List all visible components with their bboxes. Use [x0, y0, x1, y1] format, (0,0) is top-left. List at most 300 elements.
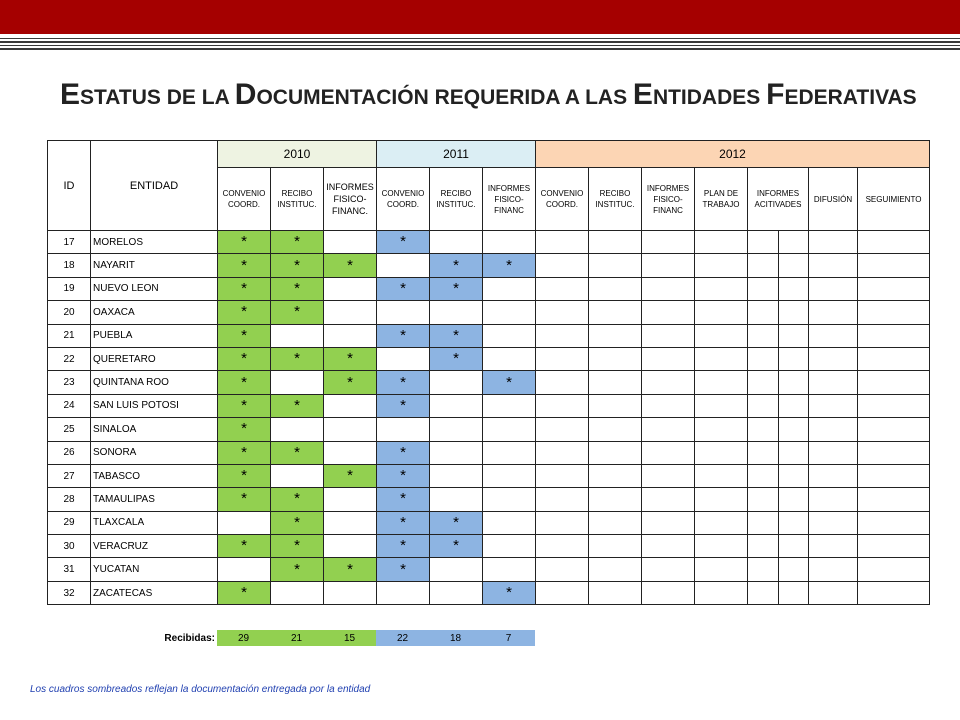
- status-cell: *: [377, 535, 430, 558]
- status-cell: [858, 394, 930, 417]
- status-cell: *: [377, 394, 430, 417]
- footnote: Los cuadros sombreados reflejan la documentación entregada por la entidad: [30, 684, 371, 695]
- row-id: 22: [48, 347, 91, 370]
- status-cell: [483, 464, 536, 487]
- status-cell: [695, 231, 748, 254]
- row-id: 18: [48, 254, 91, 277]
- row-id: 17: [48, 231, 91, 254]
- status-cell: *: [377, 511, 430, 534]
- status-cell: [858, 558, 930, 581]
- year-2012-header: 2012: [536, 141, 930, 168]
- row-id: 26: [48, 441, 91, 464]
- status-cell: [858, 511, 930, 534]
- status-cell: *: [218, 371, 271, 394]
- status-cell: [748, 535, 779, 558]
- status-cell: [809, 254, 858, 277]
- status-cell: [271, 324, 324, 347]
- table-row: [48, 511, 930, 534]
- status-cell: [642, 371, 695, 394]
- table-row: [48, 394, 930, 417]
- status-cell: [324, 441, 377, 464]
- status-cell: *: [324, 347, 377, 370]
- status-cell: [642, 558, 695, 581]
- status-cell: [483, 394, 536, 417]
- row-entity: NUEVO LEON: [91, 277, 218, 300]
- status-cell: *: [324, 254, 377, 277]
- status-table: [47, 140, 930, 605]
- status-cell: [748, 394, 779, 417]
- status-cell: *: [324, 371, 377, 394]
- entity-header: ENTIDAD: [91, 141, 218, 231]
- status-cell: [589, 371, 642, 394]
- status-cell: *: [271, 441, 324, 464]
- status-cell: *: [377, 324, 430, 347]
- total-value: 22: [376, 630, 429, 646]
- status-cell: [779, 394, 809, 417]
- status-cell: [536, 254, 589, 277]
- status-cell: *: [377, 464, 430, 487]
- sub-header: CONVENIO COORD.: [377, 168, 430, 231]
- status-cell: [695, 535, 748, 558]
- status-cell: [536, 418, 589, 441]
- status-cell: *: [430, 347, 483, 370]
- status-cell: *: [324, 464, 377, 487]
- row-entity: TLAXCALA: [91, 511, 218, 534]
- status-cell: *: [377, 441, 430, 464]
- id-header: ID: [48, 141, 91, 231]
- status-cell: [324, 581, 377, 604]
- status-cell: [271, 418, 324, 441]
- status-cell: [536, 394, 589, 417]
- status-cell: [858, 347, 930, 370]
- top-red-bar: [0, 0, 960, 34]
- row-entity: PUEBLA: [91, 324, 218, 347]
- status-cell: [536, 347, 589, 370]
- row-id: 19: [48, 277, 91, 300]
- status-cell: [324, 301, 377, 324]
- status-cell: [271, 464, 324, 487]
- status-cell: *: [218, 441, 271, 464]
- table-row: [48, 324, 930, 347]
- status-cell: [271, 371, 324, 394]
- sub-header: INFORMES FISICO-FINANC: [642, 168, 695, 231]
- status-cell: [809, 464, 858, 487]
- row-entity: QUINTANA ROO: [91, 371, 218, 394]
- status-cell: [536, 558, 589, 581]
- status-cell: *: [271, 535, 324, 558]
- status-cell: [536, 488, 589, 511]
- status-cell: [324, 535, 377, 558]
- status-cell: [589, 231, 642, 254]
- total-value: 15: [323, 630, 376, 646]
- status-cell: [483, 511, 536, 534]
- year-2011-header: 2011: [377, 141, 536, 168]
- status-cell: [483, 441, 536, 464]
- divider-line: [0, 41, 960, 43]
- total-value: 7: [482, 630, 535, 646]
- row-entity: MORELOS: [91, 231, 218, 254]
- status-cell: [779, 301, 809, 324]
- status-cell: *: [430, 535, 483, 558]
- status-cell: *: [271, 488, 324, 511]
- row-entity: TAMAULIPAS: [91, 488, 218, 511]
- status-cell: [483, 231, 536, 254]
- status-cell: [483, 324, 536, 347]
- status-cell: [748, 418, 779, 441]
- status-cell: [324, 394, 377, 417]
- status-cell: [695, 254, 748, 277]
- status-cell: [271, 581, 324, 604]
- status-cell: [430, 231, 483, 254]
- row-id: 20: [48, 301, 91, 324]
- status-cell: [779, 277, 809, 300]
- status-cell: *: [218, 535, 271, 558]
- row-entity: SINALOA: [91, 418, 218, 441]
- row-id: 28: [48, 488, 91, 511]
- status-cell: *: [271, 301, 324, 324]
- status-cell: *: [218, 464, 271, 487]
- status-cell: [589, 418, 642, 441]
- status-cell: [642, 535, 695, 558]
- status-cell: [642, 511, 695, 534]
- status-cell: [748, 301, 779, 324]
- status-cell: [642, 394, 695, 417]
- status-cell: *: [377, 371, 430, 394]
- row-id: 30: [48, 535, 91, 558]
- status-cell: [589, 347, 642, 370]
- status-cell: [483, 301, 536, 324]
- status-cell: [858, 488, 930, 511]
- row-id: 25: [48, 418, 91, 441]
- status-cell: *: [218, 231, 271, 254]
- status-cell: [483, 277, 536, 300]
- status-cell: [809, 324, 858, 347]
- status-cell: [589, 488, 642, 511]
- table-row: [48, 231, 930, 254]
- status-cell: [695, 347, 748, 370]
- status-cell: [809, 394, 858, 417]
- table-row: [48, 581, 930, 604]
- status-cell: [642, 581, 695, 604]
- status-cell: [779, 324, 809, 347]
- status-cell: *: [271, 347, 324, 370]
- status-cell: *: [271, 231, 324, 254]
- status-cell: [324, 418, 377, 441]
- status-cell: [642, 231, 695, 254]
- divider-line: [0, 48, 960, 50]
- status-cell: [779, 511, 809, 534]
- status-cell: [779, 535, 809, 558]
- status-cell: [748, 558, 779, 581]
- status-cell: [536, 581, 589, 604]
- status-cell: *: [271, 511, 324, 534]
- status-cell: [536, 231, 589, 254]
- status-cell: [589, 324, 642, 347]
- status-cell: [695, 371, 748, 394]
- status-cell: [642, 301, 695, 324]
- status-cell: *: [218, 254, 271, 277]
- row-entity: SAN LUIS POTOSI: [91, 394, 218, 417]
- status-cell: [430, 394, 483, 417]
- status-cell: *: [218, 324, 271, 347]
- status-cell: [430, 371, 483, 394]
- status-cell: [324, 324, 377, 347]
- status-cell: [642, 488, 695, 511]
- table-row: [48, 488, 930, 511]
- row-id: 29: [48, 511, 91, 534]
- status-cell: [695, 418, 748, 441]
- row-entity: OAXACA: [91, 301, 218, 324]
- status-cell: [377, 581, 430, 604]
- row-entity: SONORA: [91, 441, 218, 464]
- status-cell: [589, 581, 642, 604]
- status-cell: [536, 324, 589, 347]
- status-cell: [536, 371, 589, 394]
- row-id: 23: [48, 371, 91, 394]
- status-cell: [695, 488, 748, 511]
- status-cell: [642, 464, 695, 487]
- status-cell: [779, 231, 809, 254]
- status-cell: [536, 277, 589, 300]
- status-cell: [589, 558, 642, 581]
- sub-header: INFORMES ACITIVADES: [748, 168, 809, 231]
- status-cell: [695, 581, 748, 604]
- row-id: 31: [48, 558, 91, 581]
- totals-row: [47, 630, 535, 646]
- divider-line: [0, 38, 960, 39]
- status-cell: [748, 324, 779, 347]
- table-row: [48, 347, 930, 370]
- status-cell: [430, 418, 483, 441]
- status-cell: [809, 347, 858, 370]
- status-cell: [377, 347, 430, 370]
- status-cell: [779, 581, 809, 604]
- status-cell: [324, 488, 377, 511]
- status-cell: [748, 231, 779, 254]
- table-row: [48, 254, 930, 277]
- total-value: 18: [429, 630, 482, 646]
- sub-header: RECIBO INSTITUC.: [271, 168, 324, 231]
- status-cell: *: [430, 511, 483, 534]
- status-cell: [377, 301, 430, 324]
- status-cell: [589, 511, 642, 534]
- divider-line: [0, 45, 960, 46]
- status-cell: [218, 558, 271, 581]
- status-cell: *: [271, 558, 324, 581]
- sub-header: PLAN DE TRABAJO: [695, 168, 748, 231]
- status-cell: *: [271, 277, 324, 300]
- status-cell: [858, 535, 930, 558]
- status-cell: [695, 324, 748, 347]
- status-cell: [377, 418, 430, 441]
- status-cell: [779, 464, 809, 487]
- status-cell: [695, 441, 748, 464]
- status-cell: [536, 441, 589, 464]
- sub-header: SEGUIMIENTO: [858, 168, 930, 231]
- status-cell: [748, 277, 779, 300]
- status-cell: [748, 581, 779, 604]
- status-cell: [809, 418, 858, 441]
- status-cell: [483, 535, 536, 558]
- status-cell: [858, 371, 930, 394]
- status-cell: [589, 254, 642, 277]
- row-id: 27: [48, 464, 91, 487]
- status-cell: [858, 324, 930, 347]
- status-cell: *: [377, 488, 430, 511]
- status-cell: [779, 347, 809, 370]
- status-cell: [809, 441, 858, 464]
- status-cell: [779, 488, 809, 511]
- status-cell: [858, 277, 930, 300]
- status-cell: [324, 511, 377, 534]
- status-cell: [430, 464, 483, 487]
- status-cell: [536, 511, 589, 534]
- status-cell: [483, 347, 536, 370]
- sub-header: RECIBO INSTITUC.: [589, 168, 642, 231]
- status-cell: *: [218, 581, 271, 604]
- sub-header: CONVENIO COORD.: [218, 168, 271, 231]
- row-entity: NAYARIT: [91, 254, 218, 277]
- total-value: 21: [270, 630, 323, 646]
- status-cell: [748, 488, 779, 511]
- status-cell: *: [271, 394, 324, 417]
- sub-header: DIFUSIÓN: [809, 168, 858, 231]
- status-cell: [809, 511, 858, 534]
- table-row: [48, 277, 930, 300]
- status-cell: [809, 581, 858, 604]
- status-cell: *: [377, 558, 430, 581]
- table-row: [48, 301, 930, 324]
- row-id: 24: [48, 394, 91, 417]
- status-cell: *: [430, 277, 483, 300]
- status-cell: [858, 231, 930, 254]
- status-cell: [748, 441, 779, 464]
- status-cell: *: [271, 254, 324, 277]
- status-cell: *: [377, 231, 430, 254]
- status-cell: [536, 535, 589, 558]
- row-id: 21: [48, 324, 91, 347]
- totals-label: Recibidas:: [164, 632, 215, 644]
- status-cell: [695, 277, 748, 300]
- status-cell: [695, 301, 748, 324]
- status-cell: [809, 535, 858, 558]
- status-cell: [809, 558, 858, 581]
- status-cell: [779, 558, 809, 581]
- status-cell: [642, 347, 695, 370]
- status-cell: [809, 488, 858, 511]
- status-cell: [748, 464, 779, 487]
- sub-header: CONVENIO COORD.: [536, 168, 589, 231]
- row-id: 32: [48, 581, 91, 604]
- status-cell: [748, 511, 779, 534]
- status-cell: [589, 301, 642, 324]
- status-cell: [858, 464, 930, 487]
- status-cell: *: [218, 394, 271, 417]
- row-entity: QUERETARO: [91, 347, 218, 370]
- status-cell: [642, 418, 695, 441]
- status-cell: [858, 441, 930, 464]
- status-cell: *: [483, 371, 536, 394]
- table-row: [48, 441, 930, 464]
- year-2010-header: 2010: [218, 141, 377, 168]
- table-row: [48, 535, 930, 558]
- status-cell: [218, 511, 271, 534]
- status-cell: *: [218, 347, 271, 370]
- row-entity: VERACRUZ: [91, 535, 218, 558]
- status-cell: [748, 371, 779, 394]
- status-cell: [779, 441, 809, 464]
- status-cell: [809, 371, 858, 394]
- status-cell: [695, 464, 748, 487]
- status-cell: [324, 231, 377, 254]
- status-cell: [589, 464, 642, 487]
- status-cell: [377, 254, 430, 277]
- status-cell: [809, 231, 858, 254]
- table-row: [48, 464, 930, 487]
- status-cell: *: [430, 324, 483, 347]
- row-entity: ZACATECAS: [91, 581, 218, 604]
- status-cell: *: [377, 277, 430, 300]
- status-cell: *: [324, 558, 377, 581]
- status-cell: *: [218, 301, 271, 324]
- status-cell: [430, 301, 483, 324]
- status-cell: [483, 418, 536, 441]
- status-cell: [642, 324, 695, 347]
- status-cell: [324, 277, 377, 300]
- row-entity: TABASCO: [91, 464, 218, 487]
- status-cell: [430, 488, 483, 511]
- sub-header: INFORMES FISICO-FINANC.: [324, 168, 377, 231]
- status-cell: [430, 558, 483, 581]
- status-cell: [858, 301, 930, 324]
- status-cell: [642, 277, 695, 300]
- status-cell: [536, 301, 589, 324]
- status-cell: [779, 254, 809, 277]
- status-cell: [695, 511, 748, 534]
- status-cell: [858, 418, 930, 441]
- status-cell: [748, 347, 779, 370]
- sub-header: RECIBO INSTITUC.: [430, 168, 483, 231]
- status-cell: [858, 254, 930, 277]
- status-cell: [695, 558, 748, 581]
- row-entity: YUCATAN: [91, 558, 218, 581]
- table-row: [48, 418, 930, 441]
- status-cell: [430, 441, 483, 464]
- status-cell: *: [430, 254, 483, 277]
- status-cell: [483, 488, 536, 511]
- sub-header: INFORMES FISICO-FINANC: [483, 168, 536, 231]
- status-cell: *: [483, 581, 536, 604]
- status-cell: [430, 581, 483, 604]
- status-cell: [748, 254, 779, 277]
- status-cell: [809, 277, 858, 300]
- status-cell: [779, 371, 809, 394]
- status-cell: [858, 581, 930, 604]
- status-cell: *: [218, 418, 271, 441]
- status-cell: [695, 394, 748, 417]
- status-cell: [483, 558, 536, 581]
- status-cell: [642, 254, 695, 277]
- status-cell: [589, 277, 642, 300]
- page-title: ESTATUS DE LA DOCUMENTACIÓN REQUERIDA A LAS ENTIDADES FEDERATIVAS: [60, 78, 917, 111]
- table-row: [48, 558, 930, 581]
- status-cell: [589, 441, 642, 464]
- status-cell: [589, 394, 642, 417]
- status-cell: [642, 441, 695, 464]
- status-cell: *: [218, 488, 271, 511]
- table-row: [48, 371, 930, 394]
- status-cell: [536, 464, 589, 487]
